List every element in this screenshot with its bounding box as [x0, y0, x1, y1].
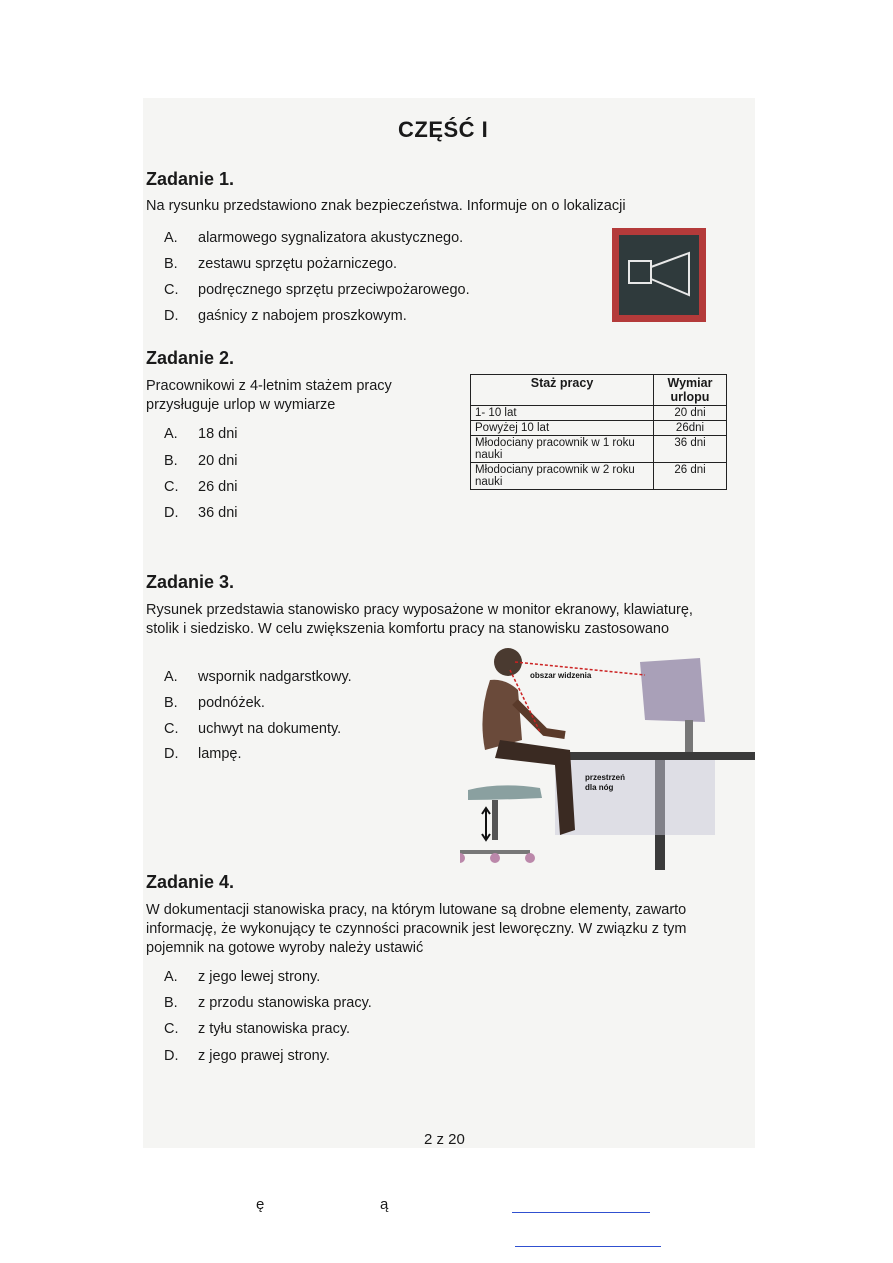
table-header-cell: Wymiar urlopu [654, 375, 727, 406]
table-cell: 20 dni [654, 406, 727, 421]
footer-link-2[interactable] [515, 1246, 661, 1247]
page-number: 2 z 20 [424, 1131, 465, 1148]
task4-question-line1: W dokumentacji stanowiska pracy, na którym lutowane są drobne elementy, zawarto [146, 902, 687, 918]
table-header-cell: Staż pracy [471, 375, 654, 406]
footer-char-2: ą [380, 1196, 389, 1213]
footer-char-1: ę [256, 1196, 265, 1213]
table-cell: Młodociany pracownik w 1 roku nauki [471, 436, 654, 463]
table-cell: 26 dni [654, 463, 727, 490]
task3-question-line2: stolik i siedzisko. W celu zwiększenia komfortu pracy na stanowisku zastosowano [146, 621, 670, 637]
table-cell: 1- 10 lat [471, 406, 654, 421]
footer-link-1[interactable] [512, 1212, 650, 1213]
table-cell: 36 dni [654, 436, 727, 463]
table-row [471, 436, 727, 463]
part-title: CZĘŚĆ I [398, 117, 489, 142]
task3-question-line1: Rysunek przedstawia stanowisko pracy wyposażone w monitor ekranowy, klawiaturę, [146, 602, 693, 618]
leave-table [470, 374, 727, 490]
task3-title: Zadanie 3. [146, 572, 235, 592]
task2-title: Zadanie 2. [146, 348, 235, 368]
task4-title: Zadanie 4. [146, 872, 235, 892]
task2-question-line2: przysługuje urlop w wymiarze [146, 397, 336, 413]
fire-extinguisher-location-icon [619, 235, 699, 315]
figure-label-legs-2: dla nóg [585, 783, 614, 792]
table-row [471, 421, 727, 436]
table-row [471, 406, 727, 421]
workstation-illustration [460, 640, 755, 875]
task2-question-line1: Pracownikowi z 4-letnim stażem pracy [146, 378, 392, 394]
table-cell: 26dni [654, 421, 727, 436]
task4-question-line2: informację, że wykonujący te czynności pracownik jest leworęczny. W związku z tym [146, 921, 687, 937]
figure-label-view: obszar widzenia [530, 671, 592, 680]
task4-question-line3: pojemnik na gotowe wyroby należy ustawić [146, 940, 424, 956]
task1-title: Zadanie 1. [146, 169, 235, 189]
safety-sign-image [612, 228, 706, 322]
figure-label-legs-1: przestrzeń [585, 773, 626, 782]
table-cell: Młodociany pracownik w 2 roku nauki [471, 463, 654, 490]
table-cell: Powyżej 10 lat [471, 421, 654, 436]
workstation-figure [460, 640, 755, 875]
table-header-row [471, 375, 727, 406]
table-row [471, 463, 727, 490]
task1-question: Na rysunku przedstawiono znak bezpieczeństwa. Informuje on o lokalizacji [146, 198, 626, 214]
